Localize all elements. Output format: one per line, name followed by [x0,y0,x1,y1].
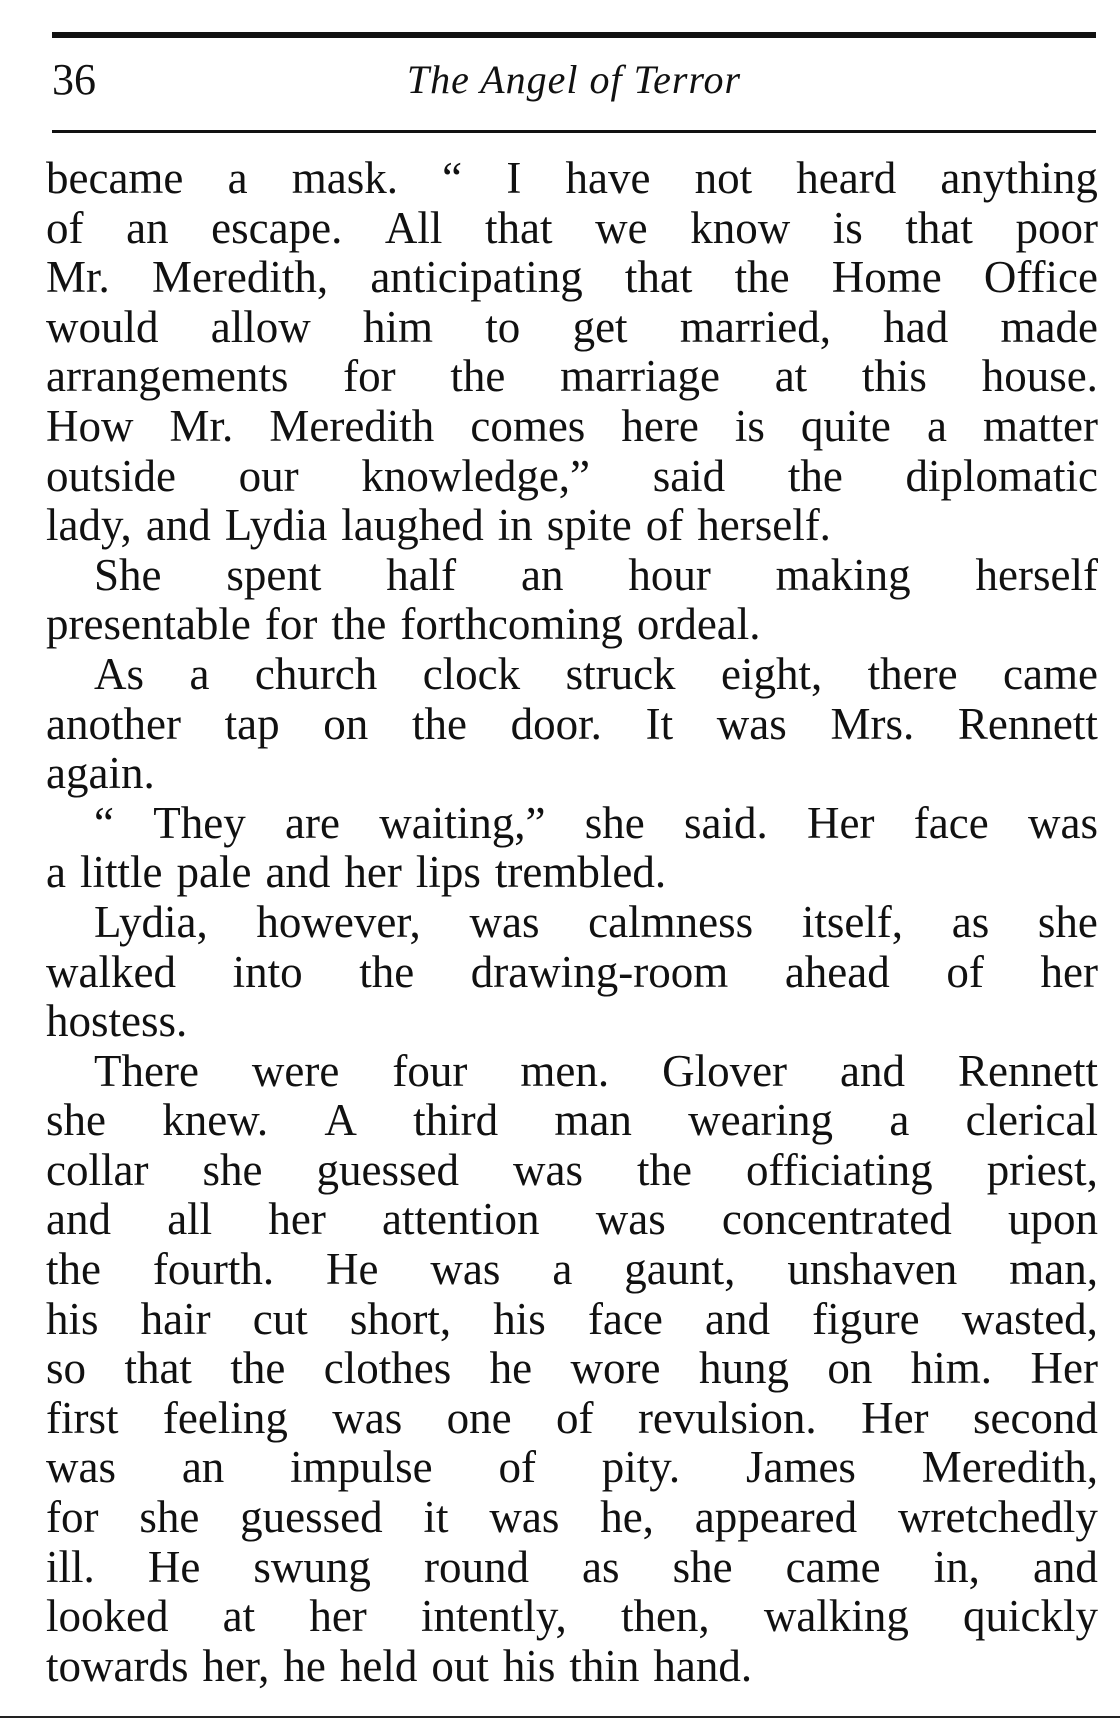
word: It [645,698,674,749]
word: making [775,549,911,600]
word: quickly [963,1591,1098,1642]
word: As [94,648,145,699]
word: one [446,1392,512,1443]
word: anything [940,153,1098,203]
word: heard [796,153,897,203]
word: wore [570,1343,661,1394]
word: in, [933,1541,980,1592]
text-line [46,1047,1098,1097]
word: a [227,153,248,203]
word: eight, [720,648,823,699]
word: and [1032,1541,1098,1592]
word: Meredith [269,400,435,451]
word: an [126,202,169,253]
word: attention [382,1194,540,1245]
word: How [46,400,134,451]
word: the [230,1343,286,1394]
word: Glover [662,1045,788,1096]
word: her [1040,946,1098,997]
word: was [513,1144,583,1195]
text-line [46,997,1098,1047]
word: the [359,946,415,997]
word: second [972,1392,1098,1443]
word: was [595,1194,666,1245]
word: an [521,549,564,600]
word: another [46,698,181,749]
word: matter [982,400,1098,451]
word: wretchedly [898,1492,1098,1543]
word: her, [202,1640,270,1691]
word: presentable [46,599,251,650]
word: and [265,847,331,898]
word: as [582,1541,620,1592]
word: to [485,301,521,352]
word: the [637,1144,693,1195]
word: on [827,1343,873,1394]
word: half [386,549,457,600]
word: short, [349,1293,452,1344]
word: “ [94,797,114,848]
word: I [506,153,522,203]
word: waiting,” [379,797,546,848]
word: escape. [211,202,343,253]
word: him. [910,1343,993,1394]
word: concentrated [721,1194,952,1245]
word: spite [546,500,632,551]
word: He [147,1541,201,1592]
word: she [1037,896,1098,947]
word: door. [510,698,602,749]
word: men. [520,1045,610,1096]
word: herself [975,549,1098,600]
word: Her [1030,1343,1098,1394]
word: appeared [694,1492,858,1543]
word: a [46,847,66,898]
word: this [861,351,927,402]
word: hostess. [46,996,188,1047]
text-line [46,848,1098,898]
word: pale [176,847,252,898]
text-line [46,551,1098,601]
word: wasted, [961,1293,1098,1344]
word: her [309,1591,367,1642]
word: clerical [965,1095,1098,1146]
word: Her [807,797,875,848]
word: all [167,1194,213,1245]
word: that [124,1343,192,1394]
word: drawing-room [470,946,729,997]
page-number: 36 [52,55,96,104]
word: came [785,1541,881,1592]
word: so [46,1343,87,1394]
word: him [363,301,434,352]
word: He [326,1244,379,1295]
word: the [46,1244,101,1295]
word: she [46,1095,106,1146]
word: our [238,450,299,501]
word: hair [140,1293,211,1344]
text-line [46,1394,1098,1444]
word: know [690,202,791,253]
word: four [392,1045,468,1096]
word: church [254,648,378,699]
word: pity. [601,1442,681,1493]
word: however, [256,896,421,947]
word: forthcoming [400,599,623,650]
word: and [145,500,211,551]
word: wearing [688,1095,834,1146]
word: diplomatic [905,450,1098,501]
word: Office [983,252,1098,303]
text-line [46,700,1098,750]
word: herself. [697,500,831,551]
header-rule [52,130,1096,133]
word: clock [422,648,521,699]
word: married, [679,301,831,352]
word: it [423,1492,449,1543]
word: she [584,797,645,848]
word: mask. [291,153,398,203]
word: knowledge,” [361,450,591,501]
word: get [572,301,628,352]
text-line [46,1443,1098,1493]
word: is [832,202,863,253]
word: then, [620,1591,710,1642]
word: was [332,1392,403,1443]
word: unshaven [787,1244,958,1295]
word: comes [470,400,586,451]
word: at [222,1591,256,1642]
word: outside [46,450,176,501]
word: first [46,1392,119,1443]
word: laughed [341,500,484,551]
word: a [889,1095,910,1146]
word: upon [1007,1194,1098,1245]
text-line [46,898,1098,948]
word: revulsion. [637,1392,817,1443]
word: here [621,400,699,451]
word: that [624,252,693,303]
word: became [46,153,184,203]
text-line [46,501,1098,551]
word: the [331,599,387,650]
word: Mr. [46,252,110,303]
bottom-rule [0,1716,1120,1718]
word: he [283,1640,326,1691]
word: had [883,301,949,352]
word: came [1003,648,1098,699]
text-line [46,600,1098,650]
word: for [46,1492,99,1543]
word: lady, [46,500,132,551]
word: her [344,847,402,898]
word: guessed [316,1144,459,1195]
word: round [423,1541,529,1592]
word: Mrs. [830,698,915,749]
text-line [46,303,1098,353]
text-line [46,749,1098,799]
word: Rennett [957,698,1098,749]
word: Meredith, [151,252,329,303]
word: are [285,797,340,848]
word: that [485,202,553,253]
word: little [79,847,163,898]
word: Home [831,252,942,303]
word: gaunt, [624,1244,736,1295]
word: guessed [240,1492,383,1543]
word: swung [253,1541,371,1592]
word: of [946,946,984,997]
word: figure [812,1293,920,1344]
word: at [774,351,808,402]
word: she [202,1144,263,1195]
word: ordeal. [636,599,761,650]
word: allow [210,301,311,352]
word: face [587,1293,663,1344]
word: struck [565,648,676,699]
word: was [469,896,540,947]
word: cut [252,1293,308,1344]
word: as [951,896,990,947]
word: poor [1015,202,1098,253]
word: looked [46,1591,169,1642]
page-header [52,50,1096,120]
word: was [1027,797,1098,848]
text-line [46,1245,1098,1295]
text-line [46,799,1098,849]
word: anticipating [370,252,583,303]
word: she [672,1541,733,1592]
word: for [343,351,396,402]
text-line [46,1344,1098,1394]
word: not [694,153,753,203]
word: would [46,301,159,352]
word: impulse [290,1442,433,1493]
word: said. [684,797,768,848]
word: the [734,252,790,303]
word: tap [224,698,280,749]
word: house. [981,351,1098,402]
word: and [704,1293,770,1344]
word: They [153,797,246,848]
word: walking [763,1591,909,1642]
word: lips [415,847,481,898]
word: hand. [653,1640,753,1691]
word: All [384,202,443,253]
text-line [46,154,1098,204]
word: a [552,1244,573,1295]
word: Lydia [224,500,328,551]
text-line [46,1146,1098,1196]
word: ahead [784,946,890,997]
text-line [46,1295,1098,1345]
top-rule [52,32,1096,38]
word: the [450,351,506,402]
word: she [139,1492,200,1543]
word: her [268,1194,326,1245]
word: She [94,549,162,600]
word: spent [226,549,322,600]
word: and [840,1045,906,1096]
word: A [324,1095,357,1146]
text-line [46,204,1098,254]
word: of [498,1442,536,1493]
word: marriage [560,351,720,402]
word: he, [600,1492,654,1543]
word: quite [800,400,891,451]
word: that [905,202,973,253]
word: was [716,698,787,749]
word: a [926,400,947,451]
word: we [595,202,648,253]
word: his [493,1293,546,1344]
word: calmness [588,896,754,947]
word: hung [698,1343,789,1394]
word: an [181,1442,225,1493]
word: priest, [986,1144,1098,1195]
word: the [411,698,467,749]
word: man [554,1095,632,1146]
word: made [1000,301,1098,352]
word: Rennett [958,1045,1098,1096]
word: towards [46,1640,189,1691]
word: fourth. [152,1244,275,1295]
word: third [413,1095,499,1146]
word: of [556,1392,594,1443]
word: Mr. [169,400,234,451]
word: walked [46,946,176,997]
word: Meredith, [921,1442,1098,1493]
word: hour [628,549,711,600]
text-line [46,402,1098,452]
word: collar [46,1144,149,1195]
word: Lydia, [94,896,208,947]
word: his [502,1640,556,1691]
word: again. [46,748,155,799]
word: were [251,1045,340,1096]
word: officiating [746,1144,933,1195]
word: James [745,1442,856,1493]
word: there [867,648,958,699]
word: “ [442,153,463,203]
word: a [189,648,210,699]
word: arrangements [46,351,289,402]
word: Her [861,1392,929,1443]
word: for [264,599,318,650]
word: out [431,1640,489,1691]
word: knew. [162,1095,269,1146]
word: clothes [323,1343,452,1394]
word: man, [1009,1244,1098,1295]
text-line [46,1642,1098,1692]
running-title: The Angel of Terror [406,57,742,102]
word: was [46,1442,116,1493]
text-line [46,253,1098,303]
word: There [94,1045,199,1096]
word: itself, [801,896,904,947]
word: thin [569,1640,640,1691]
word: face [913,797,989,848]
text-line [46,452,1098,502]
text-line [46,1096,1098,1146]
body-text [46,154,1098,1691]
word: ill. [46,1541,95,1592]
word: have [565,153,651,203]
text-line [46,650,1098,700]
word: his [46,1293,99,1344]
word: on [323,698,369,749]
word: the [787,450,843,501]
word: into [232,946,303,997]
word: intently, [420,1591,567,1642]
word: he [489,1343,533,1394]
word: in [497,500,533,551]
word: of [46,202,84,253]
text-line [46,352,1098,402]
word: trembled. [494,847,667,898]
word: and [46,1194,111,1245]
word: of [645,500,684,551]
text-line [46,1592,1098,1642]
word: said [652,450,726,501]
word: was [430,1244,501,1295]
word: held [339,1640,418,1691]
text-line [46,1543,1098,1593]
word: was [489,1492,560,1543]
word: feeling [162,1392,288,1443]
word: is [734,400,765,451]
text-line [46,1195,1098,1245]
text-line [46,1493,1098,1543]
text-line [46,948,1098,998]
